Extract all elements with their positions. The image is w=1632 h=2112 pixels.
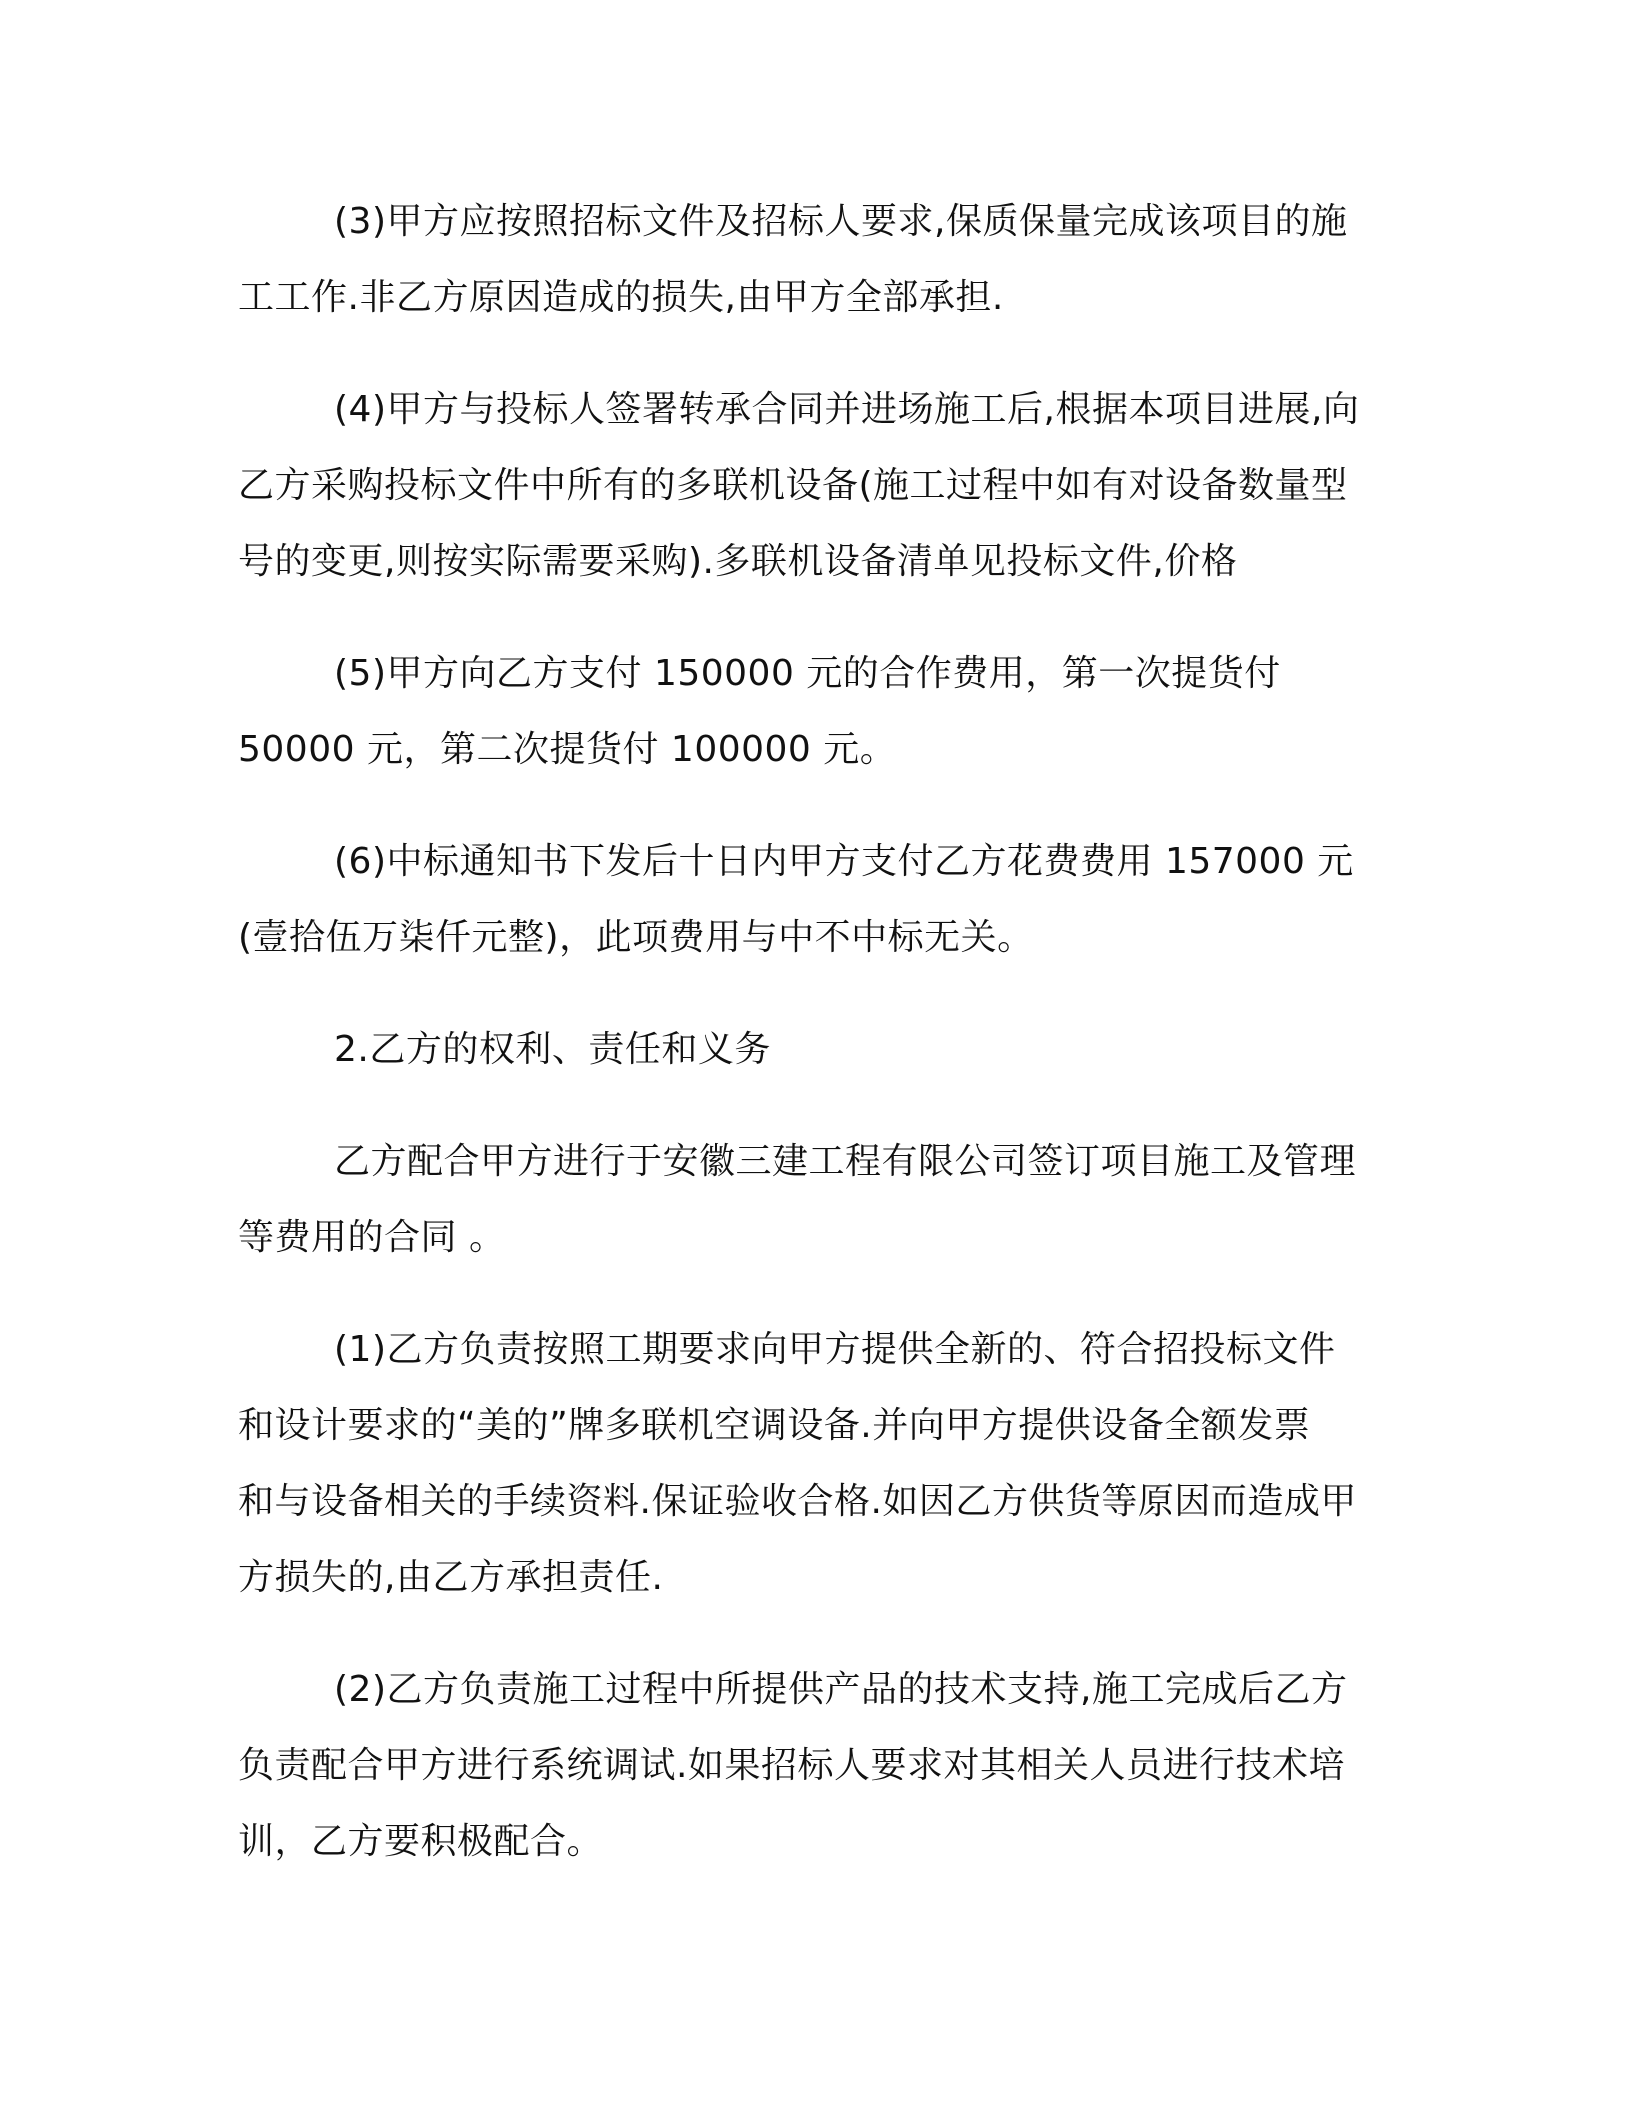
paragraph-line: (4)甲方与投标人签署转承合同并进场施工后,根据本项目进展,向 bbox=[334, 389, 1360, 430]
paragraph-line: 工工作.非乙方原因造成的损失,由甲方全部承担. bbox=[238, 277, 1004, 318]
heading-text: 2.乙方的权利、责任和义务 bbox=[334, 1029, 771, 1070]
paragraph-line: 50000 元，第二次提货付 100000 元。 bbox=[238, 729, 897, 770]
paragraph-line: 乙方采购投标文件中所有的多联机设备(施工过程中如有对设备数量型 bbox=[238, 465, 1348, 506]
paragraph-line: (壹拾伍万柒仟元整)，此项费用与中不中标无关。 bbox=[238, 917, 1034, 958]
paragraph-line: 方损失的,由乙方承担责任. bbox=[238, 1557, 664, 1598]
paragraph-6 bbox=[238, 824, 1368, 976]
paragraph-3 bbox=[238, 184, 1368, 336]
paragraph-b-1 bbox=[238, 1312, 1368, 1616]
paragraph-5 bbox=[238, 636, 1368, 788]
paragraph-line: (2)乙方负责施工过程中所提供产品的技术支持,施工完成后乙方 bbox=[334, 1669, 1348, 1710]
document-body bbox=[238, 184, 1368, 1916]
paragraph-line: (6)中标通知书下发后十日内甲方支付乙方花费费用 157000 元 bbox=[334, 841, 1354, 882]
paragraph-line: 和设计要求的“美的”牌多联机空调设备.并向甲方提供设备全额发票 bbox=[238, 1405, 1311, 1446]
paragraph-4 bbox=[238, 372, 1368, 600]
paragraph-b-2 bbox=[238, 1652, 1368, 1880]
paragraph-line: 等费用的合同 。 bbox=[238, 1217, 506, 1258]
paragraph-line: 负责配合甲方进行系统调试.如果招标人要求对其相关人员进行技术培 bbox=[238, 1745, 1345, 1786]
paragraph-line: (1)乙方负责按照工期要求向甲方提供全新的、符合招投标文件 bbox=[334, 1329, 1336, 1370]
paragraph-b-intro bbox=[238, 1124, 1368, 1276]
paragraph-line: 号的变更,则按实际需要采购).多联机设备清单见投标文件,价格 bbox=[238, 541, 1238, 582]
section-2-heading bbox=[238, 1012, 1368, 1088]
paragraph-line: 训，乙方要积极配合。 bbox=[238, 1821, 604, 1862]
paragraph-line: (5)甲方向乙方支付 150000 元的合作费用，第一次提货付 bbox=[334, 653, 1281, 694]
paragraph-line: 乙方配合甲方进行于安徽三建工程有限公司签订项目施工及管理 bbox=[334, 1141, 1357, 1182]
paragraph-line: (3)甲方应按照招标文件及招标人要求,保质保量完成该项目的施 bbox=[334, 201, 1348, 242]
paragraph-line: 和与设备相关的手续资料.保证验收合格.如因乙方供货等原因而造成甲 bbox=[238, 1481, 1357, 1522]
